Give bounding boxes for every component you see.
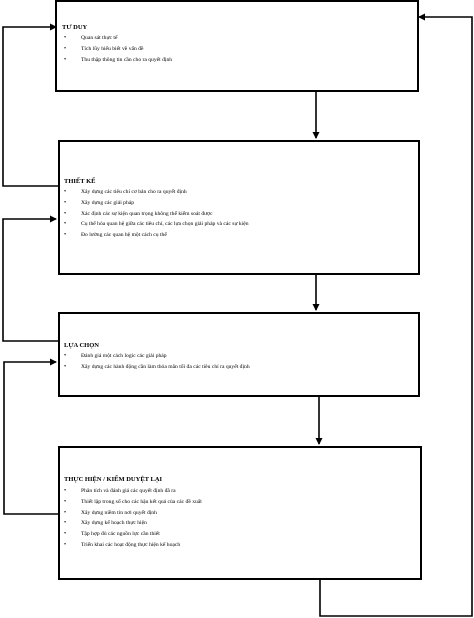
list-item: • Đánh giá một cách logic các giải pháp	[64, 351, 250, 362]
list-item: • Cụ thể hóa quan hệ giữa các tiêu chí, các lựa chọn giải pháp và các sự kiện	[64, 219, 249, 230]
list-item: • Quan sát thực tế	[64, 33, 172, 44]
list-item: • Xác định các sự kiện quan trọng không thể kiểm soát được	[64, 209, 249, 220]
feedback-thuc-hien-to-lua-chon	[4, 362, 58, 514]
step-box-thuc-hien-kiem-duyet-lai	[58, 446, 422, 580]
feedback-lua-chon-to-thiet-ke	[3, 219, 58, 341]
list-item: • Phân tích và đánh giá các quyết định đã ra	[64, 486, 202, 497]
list-item: • Tích lũy hiểu biết về vấn đề	[64, 44, 172, 55]
step-item-list	[64, 33, 172, 65]
list-item: • Tập hợp đủ các nguồn lực cần thiết	[64, 529, 202, 540]
step-title: LỰA CHỌN	[64, 342, 99, 349]
step-title: TƯ DUY	[62, 24, 88, 31]
list-item: • Xây dựng các tiêu chí cơ bản cho ra quyết định	[64, 187, 249, 198]
list-item: • Xây dựng các giải pháp	[64, 198, 249, 209]
list-item: • Đo lường các quan hệ một cách cụ thể	[64, 230, 249, 241]
step-title: THIẾT KẾ	[64, 178, 96, 185]
step-item-list	[64, 351, 250, 373]
step-item-list	[64, 486, 202, 551]
step-item-list	[64, 187, 249, 241]
list-item: • Thiết lập trong số cho các hậu kết quả của các đề xuất	[64, 497, 202, 508]
list-item: • Triển khai các hoạt động thực hiện kế hoạch	[64, 540, 202, 551]
step-box-tu-duy	[55, 0, 419, 92]
step-title: THỰC HIỆN / KIỂM DUYỆT LẠI	[64, 476, 163, 483]
list-item: • Xây dựng các hành động cần làm thỏa mãn tối đa các tiêu chí ra quyết định	[64, 362, 250, 373]
step-box-lua-chon	[58, 312, 420, 397]
step-box-thiet-ke	[58, 140, 420, 275]
list-item: • Xây dựng niềm tin nơi quyết định	[64, 508, 202, 519]
list-item: • Xây dựng kế hoạch thực hiện	[64, 518, 202, 529]
feedback-thiet-ke-to-tu-duy	[3, 27, 58, 186]
list-item: • Thu thập thông tin cần cho ra quyết định	[64, 55, 172, 66]
